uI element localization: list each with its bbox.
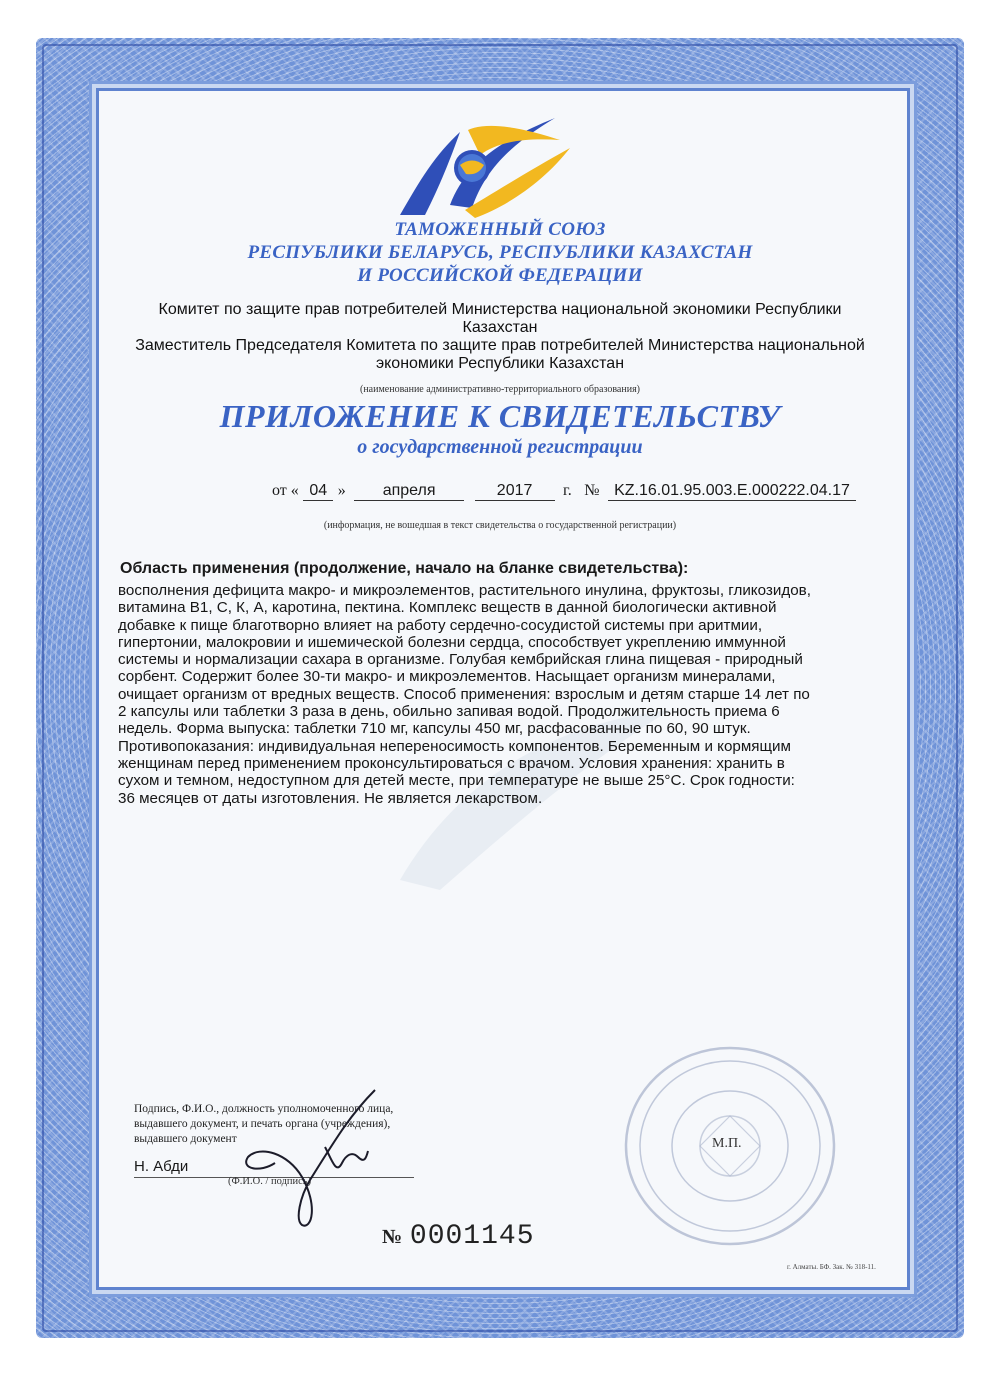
admin-caption: (наименование административно-территориального образования)	[359, 384, 640, 395]
body-line: системы и нормализации сахара в организме. Голубая кембрийская глина пищевая - природный	[118, 651, 803, 669]
signature-label-line-3: выдавшего документ	[134, 1133, 237, 1145]
body-line: 2 капсулы или таблетки 3 раза в день, обильно запивая водой. Продолжительность приема 6	[118, 703, 780, 721]
body-line: восполнения дефицита макро- и микроэлементов, растительного инулина, фруктозы, гликозидов,	[118, 582, 811, 599]
document-subtitle: о государственной регистрации	[357, 436, 643, 458]
fio-caption: (Ф.И.О. / подпись)	[228, 1176, 312, 1187]
committee-line-4: экономики Республики Казахстан	[375, 355, 625, 372]
serial-number	[382, 1218, 535, 1252]
body-line: сухом и темном, недоступном для детей месте, при температуре не выше 25°С. Срок годности:	[118, 772, 795, 790]
body-line: женщинам перед применением проконсультироваться с врачом. Условия хранения: хранить в	[118, 754, 785, 772]
signature-label-line-1: Подпись, Ф.И.О., должность уполномоченного лица,	[134, 1103, 394, 1115]
body-line: 36 месяцев от даты изготовления. Не является лекарством.	[118, 789, 543, 807]
stamp-place-mark: М.П.	[712, 1136, 742, 1151]
body-line: недель. Форма выпуска: таблетки 710 мг, капсулы 450 мг, расфасованные по 60, 90 штук.	[118, 720, 751, 738]
date-close-quote: »	[337, 482, 346, 499]
section-heading: Область применения (продолжение, начало на бланке свидетельства):	[120, 560, 689, 577]
info-caption: (информация, не вошедшая в текст свидетельства о государственной регистрации)	[323, 520, 677, 531]
date-year: 2017	[475, 482, 555, 501]
body-line: гипертонии, малокровии и ишемической болезни сердца, способствует укреплению иммунной	[118, 633, 786, 651]
handwritten-signature	[240, 1085, 380, 1235]
number-sign: №	[584, 482, 600, 499]
committee-line-1: Комитет по защите прав потребителей Министерства национальной экономики Республики	[158, 301, 842, 318]
date-line	[272, 482, 872, 501]
body-line: добавке к пище благотворно влияет на работу сердечно-сосудистой системы при аритмии,	[118, 616, 763, 634]
committee-line-3: Заместитель Председателя Комитета по защите прав потребителей Министерства национальной	[135, 337, 865, 354]
union-title-line-3: И РОССИЙСКОЙ ФЕДЕРАЦИИ	[357, 265, 643, 286]
union-title-line-2: РЕСПУБЛИКИ БЕЛАРУСЬ, РЕСПУБЛИКИ КАЗАХСТАН	[247, 242, 753, 263]
date-from: от «	[272, 482, 299, 499]
signature-label-line-2: выдавшего документ, и печать органа (учреждения),	[134, 1118, 391, 1130]
committee-line-2: Казахстан	[462, 319, 538, 336]
registration-number: KZ.16.01.95.003.E.000222.04.17	[608, 482, 856, 501]
date-year-suffix: г.	[563, 482, 572, 499]
serial-sign: №	[382, 1226, 403, 1248]
body-line: Противопоказания: индивидуальная непереносимость компонентов. Беременным и кормящим	[118, 737, 791, 755]
document-title: ПРИЛОЖЕНИЕ К СВИДЕТЕЛЬСТВУ	[219, 398, 781, 434]
body-line: сорбент. Содержит более 30-ти макро- и микроэлементов. Насыщает организм минералами,	[118, 668, 776, 686]
signer-name: Н. Абди	[134, 1158, 189, 1175]
body-line: очищает организм от вредных веществ. Способ применения: взрослым и детям старше 14 лет по	[118, 685, 810, 703]
body-text	[118, 582, 854, 807]
date-day: 04	[303, 482, 333, 501]
union-title-line-1: ТАМОЖЕННЫЙ СОЮЗ	[394, 219, 606, 240]
serial-value: 0001145	[409, 1221, 535, 1252]
body-line: витамина В1, С, К, А, каротина, пектина. Комплекс веществ в данной биологически активной	[118, 599, 777, 617]
date-month: апреля	[354, 482, 464, 501]
eurasian-union-logo	[380, 110, 580, 220]
printer-note: г. Алматы. БФ. Зак. № 318-11.	[787, 1263, 876, 1271]
